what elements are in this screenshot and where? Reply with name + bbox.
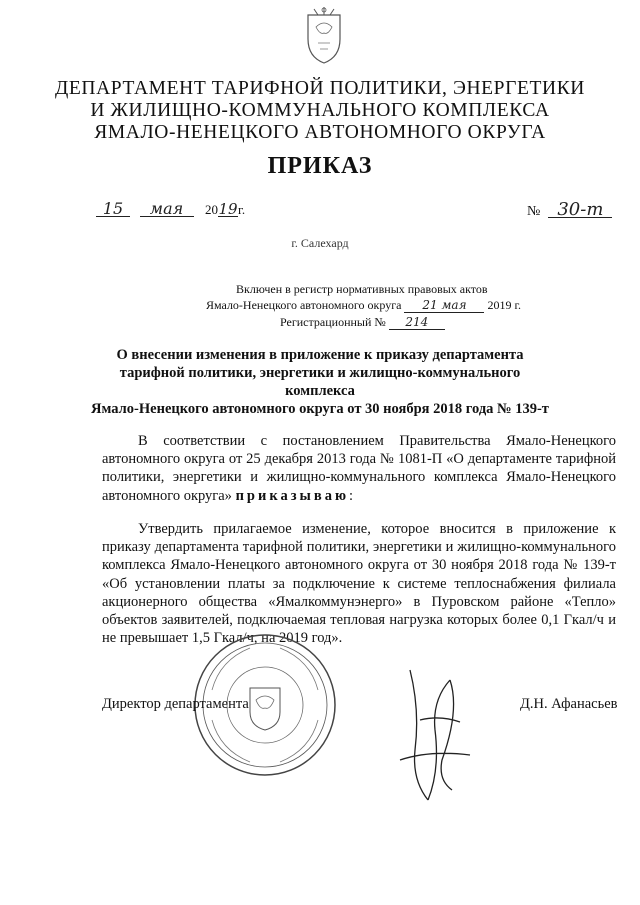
order-heading-line-2: тарифной политики, энергетики и жилищно-коммунального комплекса <box>119 365 521 399</box>
document-title: ПРИКАЗ <box>267 153 373 179</box>
order-body-text: Утвердить прилагаемое изменение, которое вносится в приложение к приказу департамента тарифной политики, энергетики и жилищно-коммунального комплекса Ямало-Ненецкого автономного округа от 30 ноября 2018 года № 139-т «Об установлении платы за подключение к системе теплоснабжения филиала акционерного общества «Ямалкоммунэнерго» в Пуровском районе «Тепло» объектов заявителей, подключаемая тепловая нагрузка которых более 0,1 Гкал/ч и не превышает 1,5 Гкал/ч, на 2019 год». <box>102 521 616 647</box>
department-name-line-2: И ЖИЛИЩНО-КОММУНАЛЬНОГО КОМПЛЕКСА <box>90 100 550 121</box>
order-number-value: 30-т <box>548 203 612 218</box>
registry-number-label: Регистрационный № <box>280 315 386 329</box>
order-date <box>96 199 246 219</box>
order-date-year-prefix: 20 <box>205 202 218 217</box>
order-heading-line-1: О внесении изменения в приложение к приказу департамента <box>116 347 524 363</box>
order-number-label: № <box>527 204 541 219</box>
order-keyword: приказываю <box>235 487 350 504</box>
order-heading <box>90 346 550 418</box>
preamble-paragraph <box>102 432 616 505</box>
signatory-name: Д.Н. Афанасьев <box>520 696 618 712</box>
department-name-line-1: ДЕПАРТАМЕНТ ТАРИФНОЙ ПОЛИТИКИ, ЭНЕРГЕТИКИ <box>55 78 585 99</box>
registry-number <box>280 315 445 330</box>
order-date-year-g: г. <box>238 202 246 217</box>
registry-line-1: Включен в регистр нормативных правовых актов <box>236 282 488 296</box>
coat-of-arms-icon <box>300 5 348 67</box>
order-body-paragraph <box>102 520 616 647</box>
registry-line-2 <box>206 298 521 313</box>
order-date-month: мая <box>140 202 194 217</box>
registry-date: 21 мая <box>404 298 484 313</box>
handwritten-signature <box>380 650 500 810</box>
city: г. Салехард <box>291 236 349 250</box>
registry-number-value: 214 <box>389 315 445 330</box>
registry-region: Ямало-Ненецкого автономного округа <box>206 298 402 312</box>
preamble-end: : <box>349 487 354 504</box>
order-number <box>527 199 612 220</box>
department-name-line-3: ЯМАЛО-НЕНЕЦКОГО АВТОНОМНОГО ОКРУГА <box>94 122 546 143</box>
signatory-position: Директор департамента <box>102 696 249 712</box>
order-date-day: 15 <box>96 202 130 217</box>
order-heading-line-3: Ямало-Ненецкого автономного округа от 30 ноября 2018 года № 139-т <box>91 401 549 417</box>
preamble-text: В соответствии с постановлением Правительства Ямало-Ненецкого автономного округа от 25 декабря 2013 года № 1081-П «О департаменте тарифной политики, энергетики и жилищно-коммунального комплекса Ямало-Ненецкого автономного округа» <box>102 433 616 504</box>
registry-year: 2019 г. <box>487 298 522 312</box>
order-date-year-suffix: 19 <box>218 200 238 218</box>
